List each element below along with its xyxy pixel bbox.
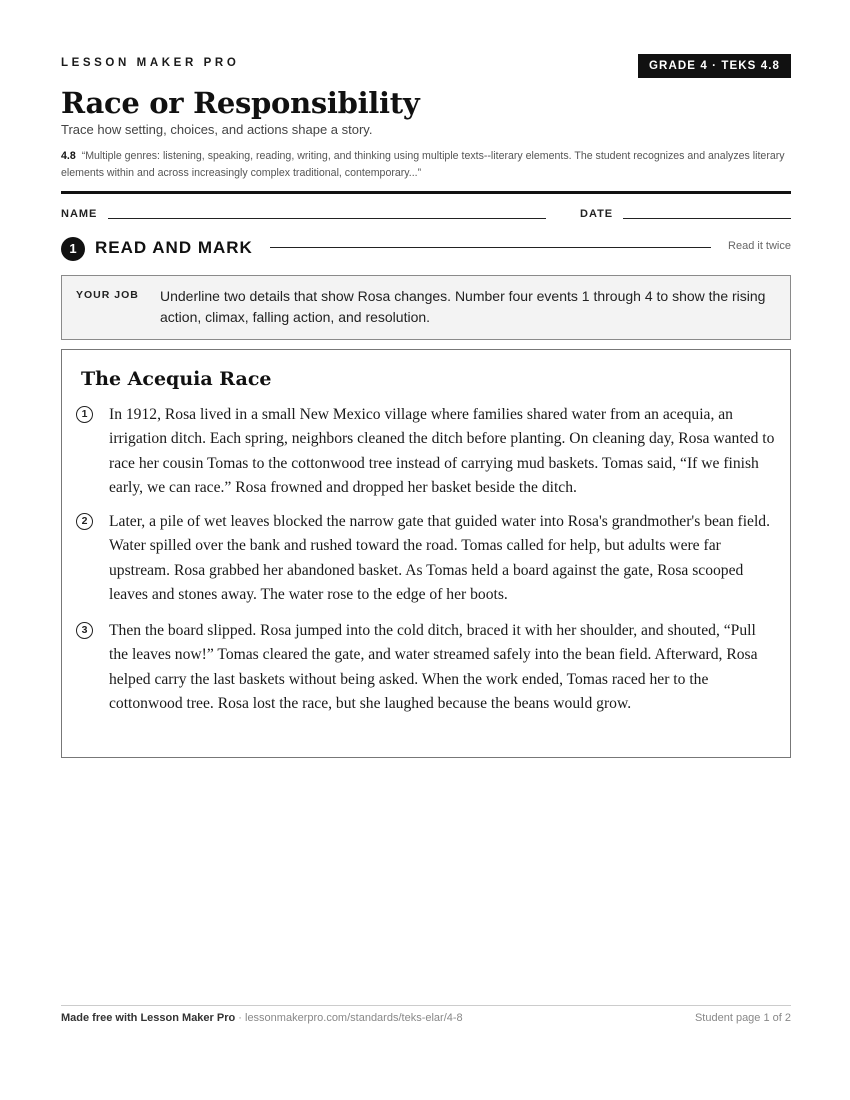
header-divider bbox=[61, 191, 791, 194]
brand-name: LESSON MAKER PRO bbox=[61, 57, 240, 69]
date-label: DATE bbox=[580, 208, 614, 220]
footer-made-with: Made free with Lesson Maker Pro bbox=[61, 1012, 236, 1024]
grade-badge: GRADE 4 · TEKS 4.8 bbox=[638, 54, 791, 78]
paragraph-number: 1 bbox=[76, 406, 93, 423]
standard-text: “Multiple genres: listening, speaking, reading, writing, and thinking using multiple texts--literary elements. The student recognizes and analyzes literary elements within and across increasingly complex traditional, contemporary...” bbox=[61, 150, 785, 179]
instructions-label: YOUR JOB bbox=[76, 289, 139, 301]
page-subtitle: Trace how setting, choices, and actions shape a story. bbox=[61, 122, 373, 137]
section-note: Read it twice bbox=[728, 240, 791, 252]
paragraph-text: Then the board slipped. Rosa jumped into the cold ditch, braced it with her shoulder, and shouted, “Pull the leaves now!” Tomas cleared the gate, and water streamed safely into the bean field. Afterward, Rosa helped carry the last baskets without being asked. When the work ended, Tomas raced her to the cottonwood tree. Rosa lost the race, but she laughed because the beans would grow. bbox=[109, 622, 758, 713]
story-paragraph bbox=[76, 510, 778, 608]
footer-credit bbox=[61, 1012, 463, 1024]
paragraph-text: Later, a pile of wet leaves blocked the narrow gate that guided water into Rosa's grandmother's bean field. Water spilled over the bank and rushed toward the road. Tomas called for help, but adults were far upstream. Rosa grabbed her abandoned basket. As Tomas held a board against the gate, Rosa scooped leaves and stones away. The water rose to the edge of her boots. bbox=[109, 513, 770, 604]
paragraph-number: 2 bbox=[76, 513, 93, 530]
footer-page-number: Student page 1 of 2 bbox=[694, 1012, 791, 1024]
section-divider bbox=[270, 247, 711, 248]
story-paragraph bbox=[76, 619, 778, 717]
paragraph-text: In 1912, Rosa lived in a small New Mexico village where families shared water from an acequia, an irrigation ditch. Each spring, neighbors cleaned the ditch before planting. On cleaning day, Rosa wanted to race her cousin Tomas to the cottonwood tree instead of carrying mud baskets. Tomas said, “If we finish early, we can race.” Rosa frowned and dropped her basket beside the ditch. bbox=[109, 406, 775, 497]
section-title: READ AND MARK bbox=[95, 238, 253, 257]
worksheet-page bbox=[61, 0, 791, 1100]
name-label: NAME bbox=[61, 208, 98, 220]
paragraph-number: 3 bbox=[76, 622, 93, 639]
date-field[interactable] bbox=[623, 218, 791, 219]
section-number: 1 bbox=[61, 237, 85, 261]
name-field[interactable] bbox=[108, 218, 546, 219]
story-passage bbox=[61, 349, 791, 758]
story-paragraph bbox=[76, 403, 778, 501]
footer-url[interactable]: lessonmakerpro.com/standards/teks-elar/4-8 bbox=[245, 1012, 463, 1024]
standard-description bbox=[61, 148, 791, 182]
instructions-text: Underline two details that show Rosa changes. Number four events 1 through 4 to show the rising action, climax, falling action, and resolution. bbox=[160, 288, 766, 325]
story-title: The Acequia Race bbox=[81, 368, 272, 390]
instructions-box bbox=[61, 275, 791, 340]
standard-code: 4.8 bbox=[61, 150, 76, 162]
footer-divider bbox=[61, 1005, 791, 1006]
footer-separator: · bbox=[235, 1012, 245, 1024]
page-title: Race or Responsibility bbox=[61, 86, 420, 120]
